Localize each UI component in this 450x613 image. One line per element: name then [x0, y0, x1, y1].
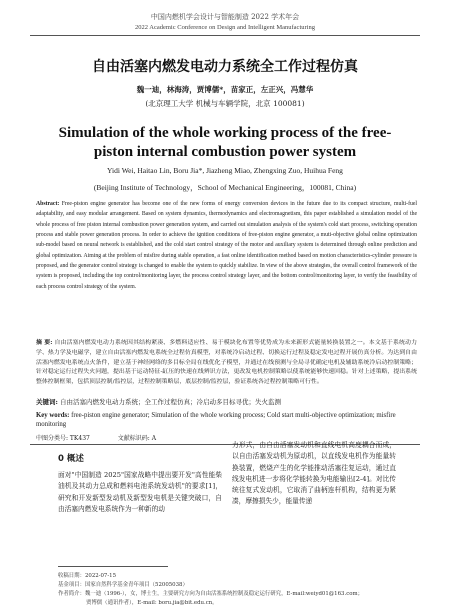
conference-header-cn: 中国内燃机学会设计与智能制造 2022 学术年会	[150, 13, 300, 21]
section-text-right: 力形式，由自由活塞发动机和直线电机高度耦合而成，以自由活塞发动机为原动机，以直线发电机作为能量转换装置，燃烧产生的化学能推动活塞往复运动，通过直线发电机进一步将化学能转换为电能输出[2-4]。对比传统往复式发动机，它取消了曲柄连杆机构，结构更为紧凑，摩擦损失少，能量传递	[232, 441, 396, 506]
affiliation-en: (Beijing Institute of Technology，School of Mechanical Engineering，100081, China)	[93, 183, 357, 192]
keywords-cn-text: 自由活塞内燃发电动力系统；全工作过程仿真；冷启动多目标寻优；失火监测	[59, 398, 281, 406]
section-heading: 0 概述	[58, 454, 84, 464]
body-column-right	[232, 440, 396, 508]
body-column-left	[58, 452, 222, 515]
keywords-en-text: free-piston engine generator; Simulation of the whole working process; Cold start multi-objective optimization; misfire monitoring	[36, 412, 396, 428]
keywords-en-label: Key words:	[36, 412, 70, 419]
footnote-divider	[58, 566, 168, 567]
paper-title-en: Simulation of the whole working process of the free-piston internal combustion power system	[58, 125, 392, 160]
abstract-en-text: Free-piston engine generator has become one of the new forms of energy conversion devices in the future due to its compact structure, multi-fuel adaptability, and easy modular arrangement. Based on system dynamics, thermodynamics and electromagnetism, this paper established a simulation model of the whole process of free piston internal combustion power generation system, and carried out simulation analysis of the system's cold start process, switching operation process and stable power generation process. In order to achieve the ignition conditions of free-piston engine generator, a muti-objective global online optimization sub-model based on neural network is established, and the cold start control strategy of the motor and auxiliary system is determined through online prediction and global optimization. Aiming at the problem of misfire during stable operation, a fast online identification method based on motion characteristics-cylinder pressure is proposed, and the generator control strategy is changed to enable the system to quickly stabilize. In view of the above strategies, the overall control framework of the system is proposed, including the top control/monitoring layer, the process control strategy layer, and the bottom control/monitoring layer, to verify the feasibility of each process control strategy of the system.	[36, 201, 418, 290]
abstract-cn-text: 自由活塞内燃发电动力系统因其结构紧凑、多燃料适应性、易于模块化布置等优势成为未来新形式能量转换装置之一。本文基于系统动力学、热力学及电磁学，建立自由活塞内燃发电系统全过程仿真模型，对系统冷启动过程、切换运行过程及稳定发电过程开展仿真分析。为达到自由活塞内燃发电系统点火条件，建立基于神经网络的多目标全局在线优化子模型，并通过在线预测与全局寻优确定电机及辅助系统冷启动控制策略；针对稳定运行过程失火问题，提出基于运动特征-缸压的快速在线辨识方法，更改发电机控制策略以使系统能够快速回稳。针对上述策略，提出系统整体控制框架，包括顶层控制/监控层，过程控制策略层，底层控制/监控层，验证系统各过程控制策略可行性。	[36, 340, 417, 386]
footnote-funding: 基金项目：国家自然科学基金青年项目（52005038）	[58, 582, 188, 588]
section-text-left: 面对"中国制造 2025"国家战略中提出要开发"高性能柴油机及其动力总成和燃料电池系统发动机"的要求[1]，研究和开发新型发动机及新型发电机是关键突破口，自由活塞内燃发电系统作为一种新的动	[58, 471, 222, 513]
header-divider	[30, 35, 420, 36]
abstract-cn-label: 摘 要:	[36, 339, 53, 346]
keywords-cn-label: 关键词:	[36, 398, 58, 406]
abstract-en	[36, 199, 417, 292]
document-code: 文献标识码: A	[117, 435, 157, 442]
clc-number: 中图分类号: TK437	[36, 435, 90, 442]
authors-cn: 魏一迪，林海涛，贾博儒*，苗家正，左正兴，冯慧华	[136, 85, 314, 94]
keywords-cn	[36, 397, 417, 407]
affiliation-cn: (北京理工大学 机械与车辆学院，北京 100081)	[145, 99, 305, 108]
paper-title-cn: 自由活塞内燃发电动力系统全工作过程仿真	[92, 59, 358, 75]
authors-en: Yidi Wei, Haitao Lin, Boru Jia*, Jiazheng Miao, Zhengxing Zuo, Huihua Feng	[107, 166, 343, 175]
conference-header-en: 2022 Academic Conference on Design and Intelligent Manufacturing	[135, 24, 315, 31]
footnote-author-bio: 作者简介：魏一迪（1996-），女，博士生，主要研究方向为自由活塞系统控制及稳定运行研究，E-mail:weiyd01@163.com；	[58, 591, 363, 597]
abstract-cn	[36, 338, 417, 388]
keywords-en	[36, 411, 417, 429]
footnote-received: 收稿日期：2022-07-15	[58, 573, 117, 579]
footnote-corresponding: 贾博儒（通讯作者），E-mail: boru.jia@bit.edu.cn。	[86, 600, 218, 606]
abstract-en-label: Abstract:	[36, 201, 60, 207]
